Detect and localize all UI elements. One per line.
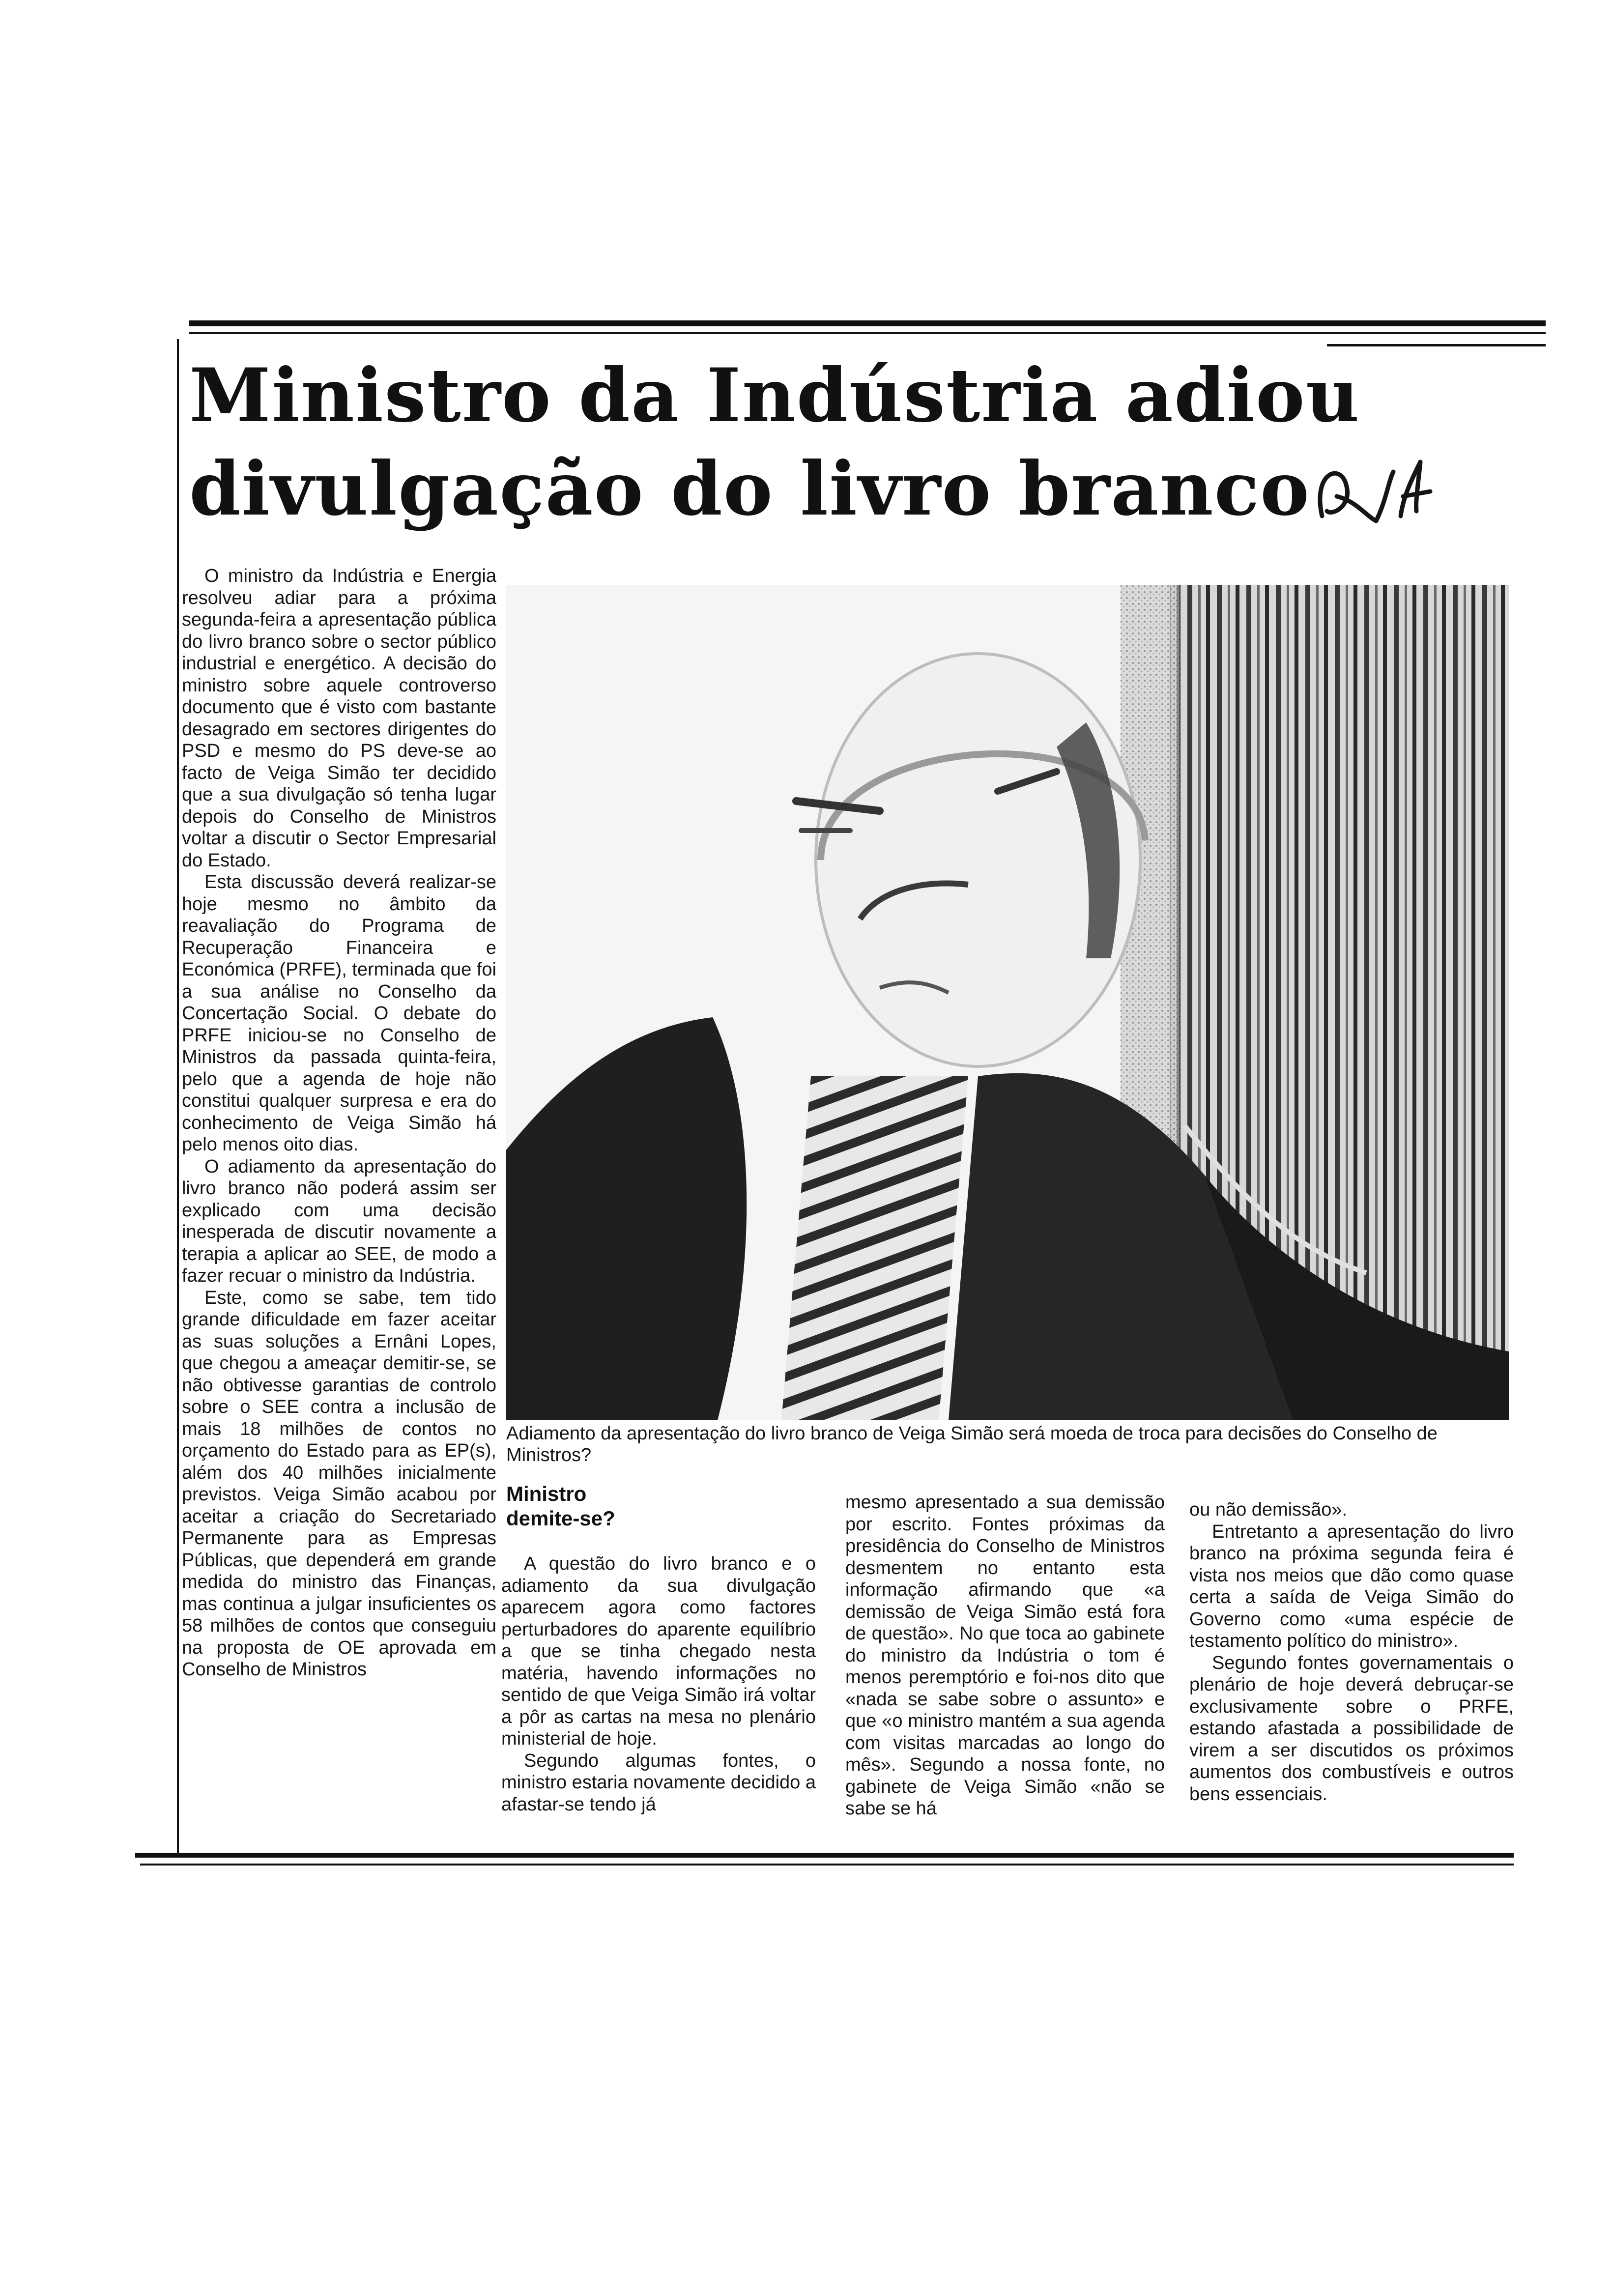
top-rule-right [1327, 344, 1546, 346]
portrait-photo [506, 585, 1509, 1420]
handwritten-note-mark [1302, 442, 1450, 541]
photo-caption: Adiamento da apresentação do livro branco de Veiga Simão será moeda de troca para decisões do Conselho de Ministros? [506, 1423, 1438, 1465]
left-paragraph-1: O ministro da Indústria e Energia resolveu adiar para a próxima segunda-feira a apresentação pública do livro branco sobre o sector público industrial e energético. A decisão do ministro sobre aquele controverso documento que é visto com bastante desagrado em sectores dirigentes do PSD e mesmo do PS deve-se ao facto de Veiga Simão ter decidido que a sua divulgação só tenha lugar depois do Conselho de Ministros voltar a discutir o Sector Empresarial do Estado. [182, 566, 496, 871]
bottom-column-3-paragraph-3: Segundo fontes governamentais o plenário de hoje deverá debruçar-se exclusivamente sobre o PRFE, estando afastada a possibilidade de virem a ser discutidos os próximos aumentos dos combustíveis e outros bens essenciais. [1189, 1652, 1514, 1805]
bottom-column-3-paragraph-2: Entretanto a apresentação do livro branco na próxima segunda feira é vista nos meios que dão como quase certa a saída de Veiga Simão do Governo como «uma espécie de testamento político do ministro». [1189, 1521, 1514, 1651]
top-rule-thick [189, 320, 1546, 326]
bottom-column-1-paragraph-1: A questão do livro branco e o adiamento da sua divulgação aparecem agora como factores perturbadores do aparente equilíbrio a que se tinha chegado nesta matéria, havendo informações no sentido de que Veiga Simão irá voltar a pôr as cartas na mesa no plenário ministerial de hoje. [501, 1553, 816, 1749]
bottom-column-3 [1189, 1499, 1514, 1828]
left-paragraph-3: O adiamento da apresentação do livro branco não poderá assim ser explicado com uma decisão inesperada de discutir novamente a terapia a aplicar ao SEE, de modo a fazer recuar o ministro da Indústria. [182, 1156, 496, 1286]
headline-line-1: Ministro da Indústria adiou [189, 352, 1360, 439]
bottom-column-2 [845, 1492, 1165, 1831]
bottom-column-2-paragraph-1: mesmo apresentado a sua demissão por escrito. Fontes próximas da presidência do Conselho de Ministros desmentem no entanto esta informação afirmando que «a demissão de Veiga Simão está fora de questão». No que toca ao gabinete do ministro da Indústria o tom é menos peremptório e foi-nos dito que «nada se sabe sobre o assunto» e que «o ministro mantém a sua agenda com visitas marcadas ao longo do mês». Segundo a nossa fonte, no gabinete de Veiga Simão «não se sabe se há [845, 1492, 1165, 1819]
headline-line-2: divulgação do livro branco [189, 446, 1311, 532]
bottom-column-3-paragraph-1: ou não demissão». [1189, 1499, 1348, 1520]
bottom-column-1 [501, 1553, 816, 1828]
section-subhead: Ministro demite-se? [506, 1482, 615, 1530]
bottom-rule-thin [140, 1864, 1514, 1866]
portrait-photo-image [506, 585, 1509, 1420]
bottom-rule-thick [135, 1853, 1514, 1858]
bottom-column-1-paragraph-2: Segundo algumas fontes, o ministro estaria novamente decidido a afastar-se tendo já [501, 1750, 816, 1815]
left-paragraph-2: Esta discussão deverá realizar-se hoje mesmo no âmbito da reavaliação do Programa de Recuperação Financeira e Económica (PRFE), terminada que foi a sua análise no Conselho da Concertação Social. O debate do PRFE iniciou-se no Conselho de Ministros da passada quinta-feira, pelo que a agenda de hoje não constitui qualquer surpresa e era do conhecimento de Veiga Simão há pelo menos oito dias. [182, 872, 496, 1155]
left-paragraph-4: Este, como se sabe, tem tido grande dificuldade em fazer aceitar as suas soluções a Ernâni Lopes, que chegou a ameaçar demitir-se, se não obtivesse garantias de controlo sobre o SEE contra a inclusão de mais 18 milhões de contos no orçamento do Estado para as EP(s), além dos 40 milhões inicialmente previstos. Veiga Simão acabou por aceitar a criação do Secretariado Permanente para as Empresas Públicas, que dependerá em grande medida do ministro das Finanças, mas continua a julgar insuficientes os 58 milhões de contos que conseguiu na proposta de OE aprovada em Conselho de Ministros [182, 1287, 496, 1680]
left-column [182, 565, 496, 1823]
left-border-line [177, 339, 179, 1853]
top-rule-thin [189, 332, 1546, 334]
